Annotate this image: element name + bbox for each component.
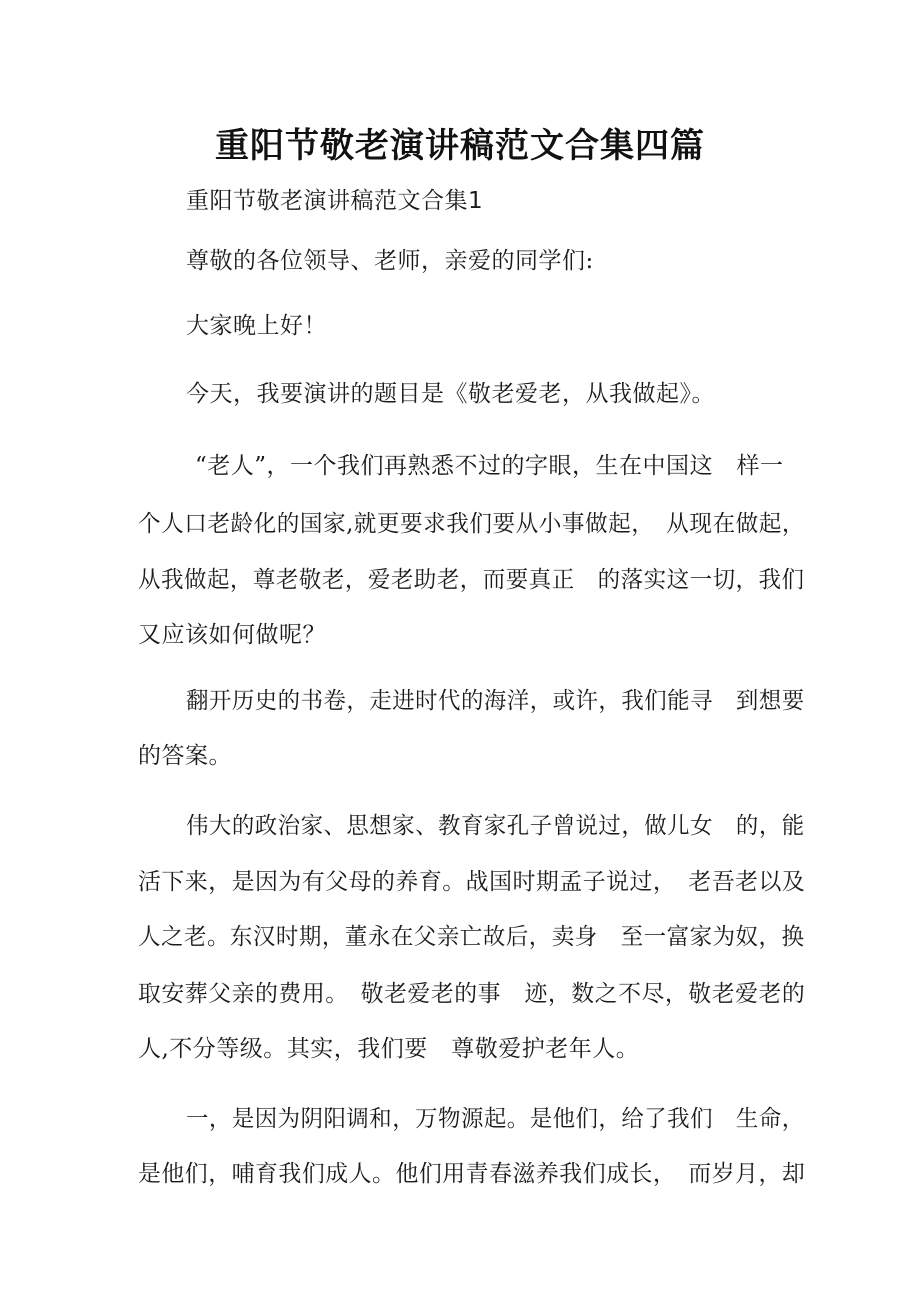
paragraph-line: 取安葬父亲的费用。 敬老爱老的事 迹，数之不尽，敬老爱老的 xyxy=(138,981,806,1007)
section-subtitle: 重阳节敬老演讲稿范文合集1 xyxy=(186,188,484,214)
paragraph-line: 人之老。东汉时期，董永在父亲亡故后，卖身 至一富家为奴，换 xyxy=(138,924,805,950)
paragraph-line: 的答案。 xyxy=(138,743,232,769)
paragraph-line: 活下来，是因为有父母的养育。战国时期孟子说过， 老吾老以及 xyxy=(138,869,806,895)
paragraph-line: 翻开历史的书卷，走进时代的海洋，或许，我们能寻 到想要 xyxy=(186,688,805,714)
paragraph-line: 又应该如何做呢？ xyxy=(138,622,326,648)
greeting-line: 大家晚上好！ xyxy=(186,313,327,339)
paragraph-line: 伟大的政治家、思想家、教育家孔子曾说过，做儿女 的，能 xyxy=(186,813,805,839)
document-title: 重阳节敬老演讲稿范文合集四篇 xyxy=(215,126,705,166)
paragraph-line: 人,不分等级。其实，我们要 尊敬爱护老年人。 xyxy=(138,1036,640,1062)
salutation-line: 尊敬的各位领导、老师，亲爱的同学们: xyxy=(186,248,594,274)
topic-line: 今天，我要演讲的题目是《敬老爱老，从我做起》。 xyxy=(186,381,715,407)
paragraph-line: 是他们，哺育我们成人。他们用青春滋养我们成长， 而岁月，却 xyxy=(138,1161,806,1187)
paragraph-line: 个人口老龄化的国家,就更要求我们要从小事做起， 从现在做起， xyxy=(138,511,805,537)
paragraph-line: 一，是因为阴阳调和，万物源起。是他们，给了我们 生命， xyxy=(186,1106,805,1132)
paragraph-line: “老人”，一个我们再熟悉不过的字眼，生在中国这 样一 xyxy=(195,453,784,479)
paragraph-line: 从我做起，尊老敬老，爱老助老，而要真正 的落实这一切，我们 xyxy=(138,567,805,593)
